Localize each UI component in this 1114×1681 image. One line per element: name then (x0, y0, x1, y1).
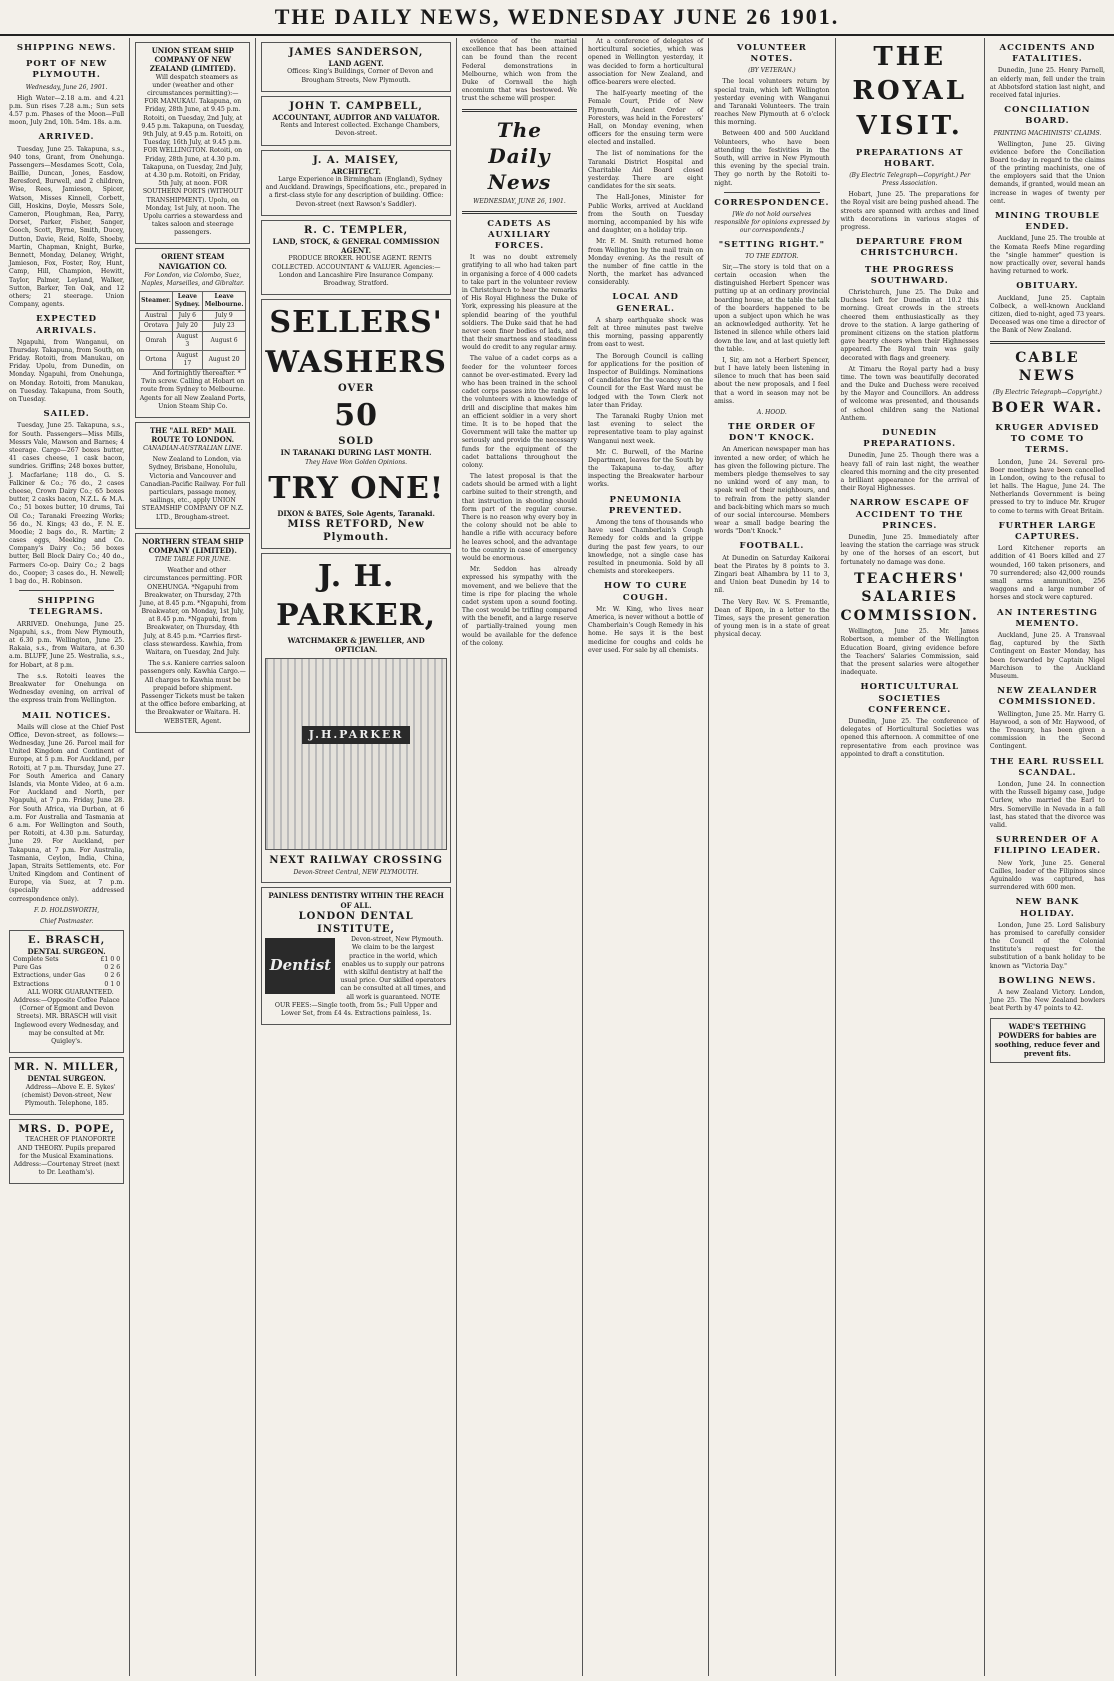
sailed-heading: SAILED. (43, 409, 90, 420)
russell-heading: THE EARL RUSSELL SCANDAL. (990, 756, 1105, 778)
boer-war-heading: BOER WAR. (991, 400, 1104, 417)
volunteer-para-2: Between 400 and 500 Auckland Volunteers, who have been attending the festivities in the South, will arrive in New Plymouth this evening by the special train. They go north by the Rotoiti to-night. (714, 130, 830, 187)
continued-text: evidence of the martial excellence that has been attained can be found than the recent Federal demonstrations in Melbourne, which won from the Duke of Cornwall the high encomium that was bestowed. We trust the scheme will prosper. (461, 38, 578, 103)
northern-title: NORTHERN STEAM SHIP COMPANY (LIMITED). (142, 536, 244, 556)
orient-sub: For London, via Colombo, Suez, Naples, Marseilles, and Gibraltar. (141, 271, 245, 287)
leader-heading: CADETS AS AUXILIARY FORCES. (487, 218, 552, 252)
russell-text: London, June 24. In connection with the Russell bigamy case, Judge Curlew, who married the Earl to Mrs. Somerville in Nevada in a fall last, has stated that the divorce was valid. (989, 780, 1106, 829)
parker-location: NEXT RAILWAY CROSSING (269, 855, 443, 867)
kawhia-note: The s.s. Kaniere carries saloon passengers only. Kawhia Cargo.—All charges to Kawhia must be prepaid before shipment. Passenger Tickets must be taken at the office before embarking, at the Breakwater or Waitara. H. WEBSTER, Agent. (139, 660, 246, 725)
miller-note: Address—Above E. E. Sykes' (chemist) Devon-street, New Plymouth. Telephone, 185. (21, 1083, 116, 1107)
dont-knock-heading: THE ORDER OF DON'T KNOCK. (728, 421, 816, 444)
dunedin-heading: DUNEDIN PREPARATIONS. (863, 428, 957, 450)
local-general-heading: LOCAL AND GENERAL. (612, 292, 679, 314)
dental-name: LONDON DENTAL INSTITUTE, (298, 910, 414, 936)
parker-ad (261, 553, 451, 884)
royal-para-5: Dunedin, June 25. Immediately after leaving the station the carriage was struck by one of the horses of an escort, but fortunately no damage was done. (840, 534, 979, 566)
allred-title: THE "ALL RED" MAIL ROUTE TO LONDON. (149, 425, 236, 445)
memento-heading: AN INTERESTING MEMENTO. (996, 607, 1098, 629)
pope-name: MRS. D. POPE, (18, 1124, 115, 1136)
postmaster-name: F. D. HOLDSWORTH, (34, 906, 100, 914)
orient-ad (135, 248, 250, 417)
washers-retford: MISS RETFORD, New Plymouth. (287, 519, 425, 544)
washers-opinions: They Have Won Golden Opinions. (305, 458, 408, 466)
divider (462, 211, 577, 214)
washers-try: TRY ONE! (268, 471, 444, 507)
captures-heading: FURTHER LARGE CAPTURES. (998, 520, 1097, 543)
conciliation-sub: PRINTING MACHINISTS' CLAIMS. (993, 129, 1102, 137)
news-para: Mr. F. M. Smith returned home from Wellington by the mail train on Monday evening. As the result of the number of fine cattle in the North, the market has advanced considerably. (588, 238, 704, 287)
northern-body: Weather and other circumstances permitting. FOR ONEHUNGA. *Ngapuhi from Breakwater, on Thursday, 27th June, at 8.45 p.m. *Ngapuhi, from Breakwater, on Monday, 1st July, at 8.45 p.m. *Ngapuhi, from Breakwater, on Thursday, 4th July, at 8.45 p.m. *Carries first-class stewardess. Kawhia, from Waitara, on Tuesday, 2nd July. (139, 567, 247, 657)
telegrams-heading: SHIPPING TELEGRAMS. (29, 596, 104, 618)
price-row: Extractions, under Gas 0 2 6 (13, 972, 121, 980)
rotoiti-note: The s.s. Rotoiti leaves the Breakwater for Onehunga on Wednesday evening, on arrival of the express train from Wellington. (9, 672, 125, 705)
letter-para-2: I, Sir, am not a Herbert Spencer, but I have lately been listening in silence to much that has been said about the new proposals, and I feel that a word in season may not be amiss. (714, 356, 830, 405)
orient-title: ORIENT STEAM NAVIGATION CO. (158, 252, 227, 271)
sanderson-name: JAMES SANDERSON, (288, 47, 424, 58)
news-para: At a conference of delegates of horticultural societies, which was opened in Wellington yesterday, it was decided to form a horticultural association for New Zealand, and office-bearers were elected. (588, 38, 704, 86)
column-3 (256, 38, 457, 1676)
paper-nameplate: The Daily News (487, 117, 552, 195)
price-row: Pure Gas 0 2 6 (13, 964, 121, 972)
table-row: Orotava July 20 July 23 (140, 321, 246, 332)
campbell-body: Rents and Interest collected. Exchange Chambers, Devon-street. (280, 122, 440, 138)
maisey-ad (261, 150, 451, 216)
union-title: UNION STEAM SHIP COMPANY OF NEW ZEALAND (LIMITED). (149, 46, 236, 74)
memento-text: Auckland, June 25. A Transvaal flag, captured by the Sixth Contingent on Easter Monday, has been forwarded by Captain Nigel Marchison to the Auckland Museum. (989, 632, 1106, 680)
progress-heading: THE PROGRESS SOUTHWARD. (864, 264, 955, 286)
northern-sub: TIME TABLE FOR JUNE. (154, 556, 231, 564)
mining-heading: MINING TROUBLE ENDED. (994, 211, 1100, 233)
captures-text: Lord Kitchener reports an addition of 41 Boers killed and 27 wounded, 160 taken prisoners, and 70 surrendered; also 42,000 rounds small arms ammunition, 256 waggons and a large number of horses and stock were captured. (989, 545, 1106, 602)
horticultural-text: Dunedin, June 25. The conference of delegates of Horticultural Societies was opened this afternoon. A committee of one representative from each province was appointed to draft a constitution. (840, 717, 979, 758)
shipping-heading: SHIPPING NEWS. (16, 43, 117, 53)
miller-title: DENTAL SURGEON. (27, 1074, 106, 1084)
christchurch-heading: DEPARTURE FROM CHRISTCHURCH. (856, 237, 964, 259)
dental-title: PAINLESS DENTISTRY WITHIN THE REACH OF ALL. (268, 891, 444, 910)
table-row: Omrah August 3 August 6 (140, 332, 246, 351)
letter-signature: A. HOOD. (757, 409, 787, 417)
union-body: Will despatch steamers as under (weather and other circumstances permitting):— FOR MANUKAU. Takapuna, on Friday, 28th June, at 9.45 p.m. Rotoiti, on Tuesday, 2nd July, at 9.45 p.m. Takapuna, on Tuesday, 9th July, at 9.45 p.m. Rotoiti, on Tuesday, 16th July, at 9.45 p.m. FOR WELLINGTON. Rotoiti, on Friday, 28th June, at 4.30 p.m. Takapuna, on Tuesday, 2nd July, at 4.30 p.m. Rotoiti, on Friday, 5th July, at noon. FOR SOUTHERN PORTS (WITHOUT TRANSHIPMENT). Upolu, on Monday, 1st July, at noon. The Upolu carries a stewardess and takes saloon and steerage passengers. (141, 73, 245, 237)
washers-count: 50 (334, 397, 378, 433)
washers-sold: SOLD (338, 436, 374, 448)
campbell-name: JOHN T. CAMPBELL, (289, 100, 423, 112)
pneumonia-text: Among the tens of thousands who have used Chamberlain's Cough Remedy for colds and la grippe during the past few years, to our knowledge, not a single case has resulted in pneumonia. Sold by all chemists and storekeepers. (588, 519, 704, 576)
column-6 (709, 38, 835, 1676)
brasch-title: DENTAL SURGEON. (27, 946, 106, 956)
volunteer-para-1: The local volunteers return by special train, which left Wellington yesterday evening with Wanganui and Taranaki Volunteers. The train reaches New Plymouth at 6 o'clock this morning. (714, 78, 830, 127)
columns (4, 38, 1110, 1676)
campbell-title: ACCOUNTANT, AUDITOR AND VALUATOR. (272, 112, 440, 122)
football-text: At Dunedin on Saturday Kaikorai beat the Pirates by 8 points to 3. Zingari beat Alhambra by 11 to 3, and Union beat Dunedin by 14 to nil. (714, 554, 830, 595)
sanderson-title: LAND AGENT. (328, 59, 384, 69)
kruger-heading: KRUGER ADVISED TO COME TO TERMS. (995, 422, 1100, 456)
leader-para-4: Mr. Seddon has already expressed his sympathy with the movement, and we believe that the time is ripe for placing the whole cadet system upon a sound footing. The cost would be trifling compared with the benefit, and a large reserve of partially-trained young men would be available for the defence of the colony. (461, 566, 578, 647)
allred-ad (135, 422, 250, 529)
column-8 (985, 38, 1110, 1676)
divider (990, 341, 1105, 344)
allred-sub: CANADIAN-AUSTRALIAN LINE. (143, 445, 243, 453)
leader-para-3: The latest proposal is that the cadets should be armed with a light carbine suited to their strength, and that instruction in shooting should form part of the regular course. There is no reason why every boy in the colony should not be able to handle a rifle with accuracy before he leaves school, and the advantage to the country in case of emergency would be enormous. (461, 473, 578, 562)
hobart-heading: PREPARATIONS AT HOBART. (855, 147, 964, 170)
bank-holiday-heading: NEW BANK HOLIDAY. (1015, 897, 1080, 919)
news-para: Mr. C. Burwell, of the Marine Department, leaves for the South by the Takapuna to-day, after inspecting the Breakwater harbour works. (588, 448, 704, 489)
maisey-title: ARCHITECT. (331, 166, 381, 176)
teachers-heading: TEACHERS' SALARIES COMMISSION. (840, 570, 979, 624)
templer-ad (261, 220, 451, 295)
wades-ad (990, 1018, 1105, 1063)
brasch-ad (9, 930, 124, 1053)
correspondence-note: [We do not hold ourselves responsible for opinions expressed by our correspondents.] (714, 211, 830, 234)
washers-ad (261, 299, 451, 549)
dental-body: Devon-street, New Plymouth. We claim to be the largest practice in the world, which enables us to supply our patrons with skilful dentistry at half the usual price. Our skilled operators can be consulted at all times, and all work is guaranteed. NOTE OUR FEES:—Single tooth, from 5s.; Full Upper and Lower Set, from £4 4s. Extractions painless, 1s. (274, 936, 446, 1017)
obituary-heading: OBITUARY. (1016, 281, 1079, 292)
date-line: Wednesday, June 26, 1901. (25, 83, 108, 91)
leader-para-1: It was no doubt extremely gratifying to all who had taken part in organising a force of 4 000 cadets to take part in the volunteer review in Christchurch to hear the remarks of His Royal Highness the Duke of York, expressing his pleasure at the splendid bearing of the youthful soldiers. The Duke said that he had never seen finer bodies of lads, and that their smartness and steadiness would do credit to any regular army. (461, 254, 578, 352)
filipino-text: New York, June 25. General Cailles, leader of the Filipinos since Aguinaldo was captured, has surrendered with 600 men. (989, 859, 1106, 892)
setting-right-heading: "SETTING RIGHT." (718, 239, 826, 250)
volunteer-byline: (BY VETERAN.) (748, 67, 796, 75)
washers-period: IN TARANAKI DURING LAST MONTH. (280, 448, 432, 458)
column-7 (836, 38, 985, 1676)
dental-institute-ad (261, 887, 451, 1025)
news-para: A sharp earthquake shock was felt at three minutes past twelve this morning, passing apparently from east to west. (588, 316, 704, 349)
pneumonia-heading: PNEUMONIA PREVENTED. (608, 494, 683, 516)
kruger-text: London, June 24. Several pro-Boer meetings have been cancelled in London, owing to the refusal to let halls. The Hague, June 24. The Netherlands Government is being pressed to try to induce Mr. Kruger to come to terms with Great Britain. (989, 458, 1106, 515)
leader-date: WEDNESDAY, JUNE 26, 1901. (473, 197, 566, 205)
leader-para-2: The value of a cadet corps as a feeder for the volunteer forces cannot be over-estimated. Every lad who has been trained in the school cadet corps passes into the ranks of the volunteers with a knowledge of drill and discipline that makes him an efficient soldier in a very short time. It is to be hoped that the Government will take the matter up seriously and provide the necessary funds for the equipment of the cadet battalions throughout the colony. (461, 355, 578, 469)
washers-agents: DIXON & BATES, Sole Agents, Taranaki. (277, 509, 435, 519)
divider (462, 109, 577, 112)
arrived-heading: ARRIVED. (38, 132, 95, 143)
dentist-logo: Dentist (265, 938, 335, 994)
conciliation-text: Wellington, June 25. Giving evidence before the Conciliation Board to-day in regard to the claims of the printing machinists, one of the employers said that the Union demands, if granted, would mean an increase in wages of twenty per cent. (989, 140, 1106, 205)
washers-over: OVER (337, 383, 375, 395)
miller-ad (9, 1057, 124, 1115)
news-para: The list of nominations for the Taranaki District Hospital and Charitable Aid Board closed yesterday. There are eight candidates for the six seats. (588, 150, 704, 191)
templer-name: R. C. TEMPLER, (304, 224, 409, 236)
newspaper-title: THE DAILY NEWS, WEDNESDAY JUNE 26 1901. (274, 4, 840, 29)
orient-note: And fortnightly thereafter. * Twin screw. Calling at Hobart on route from Sydney to Melbourne. Agents for all New Zealand Ports, Union Steam Ship Co. (139, 369, 246, 410)
volunteer-heading: VOLUNTEER NOTES. (736, 43, 807, 65)
commissioned-heading: NEW ZEALANDER COMMISSIONED. (997, 686, 1098, 708)
maisey-name: J. A. MAISEY, (312, 154, 400, 166)
royal-para-1: Hobart, June 25. The preparations for the Royal visit are being pushed ahead. The streets are spanned with arches and lined with decorations in various stages of progress. (840, 191, 979, 231)
bowling-heading: BOWLING NEWS. (998, 975, 1097, 986)
templer-title: LAND, STOCK, & GENERAL COMMISSION AGENT. (272, 236, 440, 256)
union-ad (135, 42, 250, 244)
allred-body: New Zealand to London, via Sydney, Brisbane, Honolulu, Victoria and Vancouver and Canadian-Pacific Railway. For full particulars, passage money, sailings, etc., apply UNION STEAMSHIP COMPANY OF N.Z. LTD., Brougham-street. (140, 456, 246, 521)
tides: High Water—2.18 a.m. and 4.21 p.m. Sun rises 7.28 a.m.; Sun sets 4.57 p.m. Phases of the Moon—Full moon, July 2nd, 10h. 54m. 18s. a.m. (9, 94, 125, 127)
column-2 (130, 38, 256, 1676)
arrived-text: Tuesday, June 25. Takapuna, s.s., 940 tons, Grant, from Onehunga. Passengers—Mesdames Scott, Cola, Baillie, Duncan, Jones, Easdow, Beresford, Burwell, and 2 children, Wise, Rees, Jamieson, Spicer, Watson, Misses Kinnell, Corbett, Gill, Hoskins, Doyle, Messrs Sole, Cameron, Ploughman, Rea, Parry, Dorset, Parker, Fisher, Sanger, Gooch, Scott, Byrne, Smith, Ducey, Dutton, Davie, Reid, Rolfe, Shoeby, Martin, Chapman, Knight, Burke, Bennett, Monday, Delaney, Wright, Jamieson, Fox, Foster, Roy, Hunt, Camp, Hill, Champion, Hewitt, Taylor, Palmer, Leyland, Walker, Sutton, Barker, Ten Oak, and 12 others; 21 steerage. Union Company, agents. (9, 145, 125, 309)
orient-schedule (139, 291, 246, 370)
cough-text: Mr. W. King, who lives near America, is never without a bottle of Chamberlain's Cough Remedy in his home. He says it is the best medicine for coughs and colds he ever used. For sale by all chemists. (588, 605, 704, 654)
brasch-note: ALL WORK GUARANTEED. Address:—Opposite Coffee Palace (Corner of Egmont and Devon Streets). MR. BRASCH will visit Inglewood every Wednesday, and may be consulted at Mr. Quigley's. (13, 988, 120, 1045)
miller-name: MR. N. MILLER, (14, 1062, 120, 1074)
cable-news-heading: CABLE NEWS (1015, 349, 1080, 385)
obituary-text: Auckland, June 25. Captain Colbeck, a well-known Auckland citizen, died to-night, aged 73 years. Deceased was one time a director of the Bank of New Zealand. (989, 294, 1106, 335)
divider (19, 590, 114, 591)
divider (724, 192, 819, 193)
washers-line-1: SELLERS' (269, 305, 443, 341)
football-heading: FOOTBALL. (739, 541, 805, 552)
expected-text: Ngapuhi, from Wanganui, on Thursday. Takapuna, from South, on Friday. Rotoiti, from Manukau, on Friday. Upolu, from Dunedin, on Monday. Ngapuhi, from Onehunga, on Monday. Rotoiti, from Manukau, on Tuesday. Takapuna, from South, on Tuesday. (9, 338, 125, 404)
conciliation-heading: CONCILIATION BOARD. (1004, 105, 1091, 127)
brasch-name: E. BRASCH, (27, 934, 106, 946)
cough-heading: HOW TO CURE COUGH. (603, 581, 688, 603)
table-header: Steamer. Leave Sydney. Leave Melbourne. (140, 291, 246, 310)
commissioned-text: Wellington, June 25. Mr. Harry G. Haywood, a son of Mr. Haywood, of the Treasury, has been given a commission in the Second Contingent. (989, 710, 1106, 751)
sailed-text: Tuesday, June 25. Takapuna, s.s., for South. Passengers—Miss Mills, Messrs Vale, Mawson and Barnes; 4 steerage. Cargo—267 boxes butter, 41 cases cheese, 1 cask bacon, sundries. Griffins; 248 boxes butter, J. Macfarlane; 118 do., G. S. Falkiner & Co.; 76 do., 2 cases cheese, Crown Dairy Co.; 65 boxes butter, 2 casks bacon, N.Z.L. & M.A. Co.; 51 boxes butter, 10 drums, Tai Oil Co.; Taranaki Freezing Works; 56 do., N. Kings; 43 do., F. N. E. Moodie; 2 bags do., R. Martin; 2 cases eggs, Meeking and Co. Company's Dairy Co.; 56 boxes butter, Bell Block Dairy Co.; 40 do., Farmers Co-op. Dairy Co.; 2 bags do., Cooper; 3 cases do., H. Newell; 1 bag do., H. Robinson. (9, 422, 125, 585)
parker-name: J. H. PARKER, (276, 558, 437, 634)
filipino-heading: SURRENDER OF A FILIPINO LEADER. (993, 835, 1102, 857)
teachers-text: Wellington, June 25. Mr. James Robertson, a member of the Wellington Education Board, giving evidence before the Teachers' Salaries Commission, said that the present salaries were altogether inadequate. (840, 628, 979, 677)
shopfront-illustration (265, 658, 447, 850)
bank-holiday-text: London, June 25. Lord Salisbury has promised to carefully consider the Council of the Colonial Institute's request for the substitution of a bank holiday to be known as "Victoria Day." (989, 921, 1106, 970)
cable-byline: (By Electric Telegraph—Copyright.) (993, 388, 1102, 396)
washers-line-2: WASHERS (265, 344, 447, 380)
price-row: Extractions 0 1 0 (13, 980, 121, 988)
masthead (0, 4, 1114, 36)
mail-text: Mails will close at the Chief Post Office, Devon-street, as follows:— Wednesday, June 26. Parcel mail for United Kingdom and Continent of Europe, at 5 p.m. For Auckland, per Rotoiti, at 7 p.m. Thursday, June 27. For South America and Canary Islands, via Monte Video, at 6 a.m. For Auckland and North, per Ngapuhi, at 7 p.m. Friday, June 28. For South Africa, via Durban, at 6 a.m. For Australia and Tasmania at 6 a.m. For Wellington and South, per Rotoiti, at 4.30 p.m. Saturday, June 29. For Auckland, per Takapuna, at 7 p.m. For Australia, Tasmania, Ceylon, India, China, Japan, Straits Settlements, etc. For United Kingdom and Continent of Europe, via Suez, at 7 p.m. (specially addressed correspondence only). (9, 723, 125, 903)
dont-knock-text: An American newspaper man has invented a new order, of which he has given the following picture. The members pledge themselves to say no unkind word of any man, to speak well of their neighbours, and to refrain from the petty slander and back-biting which mars so much of our social intercourse. Members wear a small badge bearing the words "Don't Knock." (714, 446, 830, 536)
templer-body: PRODUCE BROKER. HOUSE AGENT. RENTS COLLECTED. ACCOUNTANT & VALUER. Agencies:— London and Lancashire Fire Insurance Company. Broadway, Stratford. (271, 255, 441, 287)
news-para: The Taranaki Rugby Union met last evening to select the representative team to play against Wanganui next week. (588, 412, 704, 445)
parker-address: Devon-Street Central, NEW PLYMOUTH. (293, 868, 419, 876)
mail-heading: MAIL NOTICES. (21, 710, 112, 721)
royal-byline: (By Electric Telegraph—Copyright.) Per Press Association. (849, 172, 971, 188)
royal-para-2: Christchurch, June 25. The Duke and Duchess left for Dunedin at 10.2 this morning. Great crowds in the streets cheered them enthusiastically as they drove to the station. A large gathering of prominent citizens on the station platform gave hearty cheers when their Highnesses appeared. The Royal train was gaily decorated with flags and greenery. (840, 289, 979, 362)
campbell-ad (261, 96, 451, 146)
horticultural-heading: HORTICULTURAL SOCIETIES CONFERENCE. (860, 682, 959, 715)
royal-visit-heading: THE ROYAL VISIT. (852, 42, 967, 141)
port-heading: PORT OF NEW PLYMOUTH. (25, 59, 108, 81)
table-row: Ortona August 17 August 20 (140, 351, 246, 370)
telegrams-text: ARRIVED. Onehunga, June 25. Ngapuhi, s.s., from New Plymouth, at 6.30 p.m. Wellington, June 25. Rakaia, s.s., from Waitara, at 6.30 a.m. BLUFF, June 25. Westralia, s.s., for Hobart, at 8 p.m. (9, 620, 125, 669)
mining-text: Auckland, June 25. The trouble at the Komata Reefs Mine regarding the "single hammer" question is now practically over, several hands having returned to work. (989, 235, 1106, 276)
news-para: The Hall-Jones, Minister for Public Works, arrived at Auckland from the South on Tuesday morning, accompanied by his wife and daughter, on a holiday trip. (588, 194, 704, 235)
fremantle-text: The Very Rev. W. S. Fremantle, Dean of Ripon, in a letter to the Times, says the present generation of young men is in a state of great physical decay. (714, 598, 830, 639)
pope-note: TEACHER OF PIANOFORTE AND THEORY. Pupils prepared for the Musical Examinations. Address:—Courtenay Street (next to Dr. Leatham's). (13, 1136, 120, 1177)
price-row: Complete Sets £1 0 0 (13, 956, 121, 964)
expected-heading: EXPECTED ARRIVALS. (36, 314, 98, 336)
column-1 (4, 38, 130, 1676)
bowling-text: A new Zealand Victory. London, June 25. The New Zealand bowlers beat Perth by 47 points to 42. (989, 989, 1106, 1013)
shop-sign: J.H.PARKER (302, 726, 410, 744)
maisey-body: Large Experience in Birmingham (England), Sydney and Auckland. Drawings, Specifications, etc., prepared in a first-class style for any description of building. Office: Devon-street (next Rawson's Saddler). (265, 176, 447, 208)
sanderson-body: Offices: King's Buildings, Corner of Devon and Brougham Streets, New Plymouth. (287, 68, 434, 84)
wades-text: WADE'S TEETHING POWDERS for babies are soothing, reduce fever and prevent fits. (994, 1021, 1100, 1059)
royal-para-3: At Timaru the Royal party had a busy time. The town was beautifully decorated and the Duke and Duchess were received by the Mayor and Councillors. An address of welcome was presented, and thousands of school children sang the National Anthem. (840, 365, 979, 422)
pope-ad (9, 1119, 124, 1184)
column-4 (457, 38, 583, 1676)
table-row: Austral July 6 July 9 (140, 310, 246, 321)
news-para: The half-yearly meeting of the Female Court, Pride of New Plymouth, Ancient Order of Foresters, was held in the Foresters' Hall, on Monday evening, when officers for the ensuing term were elected and installed. (588, 90, 704, 147)
escape-heading: NARROW ESCAPE OF ACCIDENT TO THE PRINCES. (849, 498, 970, 531)
royal-para-4: Dunedin, June 25. Though there was a heavy fall of rain last night, the weather cleared this morning and the city presented a brilliant appearance for the arrival of their Royal Highnesses. (840, 452, 979, 493)
accidents-text: Dunedin, June 25. Henry Parnell, an elderly man, fell under the train at Abbotsford station last night, and received fatal injuries. (989, 67, 1106, 99)
postmaster-title: Chief Postmaster. (39, 917, 94, 925)
northern-ad (135, 533, 250, 733)
letter-para-1: Sir,—The story is told that on a certain occasion when the distinguished Herbert Spencer was putting up at an ordinary provincial boarding house, at the table the talk of the boarders happened to be upon a subject upon which he was an acknowledged authority. Yet he listened in silence while others laid down the law, and at last quietly left the table. (714, 263, 830, 353)
sanderson-ad (261, 42, 451, 92)
accidents-heading: ACCIDENTS AND FATALITIES. (999, 43, 1096, 65)
news-para: The Borough Council is calling for applications for the position of Inspector of Buildings. Nominations of candidates for the vacancy on the Council for the East Ward must be lodged with the Town Clerk not later than Friday. (588, 352, 704, 409)
correspondence-heading: CORRESPONDENCE. (714, 197, 830, 208)
column-5 (583, 38, 709, 1676)
to-editor: TO THE EDITOR. (745, 252, 799, 260)
parker-title: WATCHMAKER & JEWELLER, AND OPTICIAN. (287, 635, 425, 655)
